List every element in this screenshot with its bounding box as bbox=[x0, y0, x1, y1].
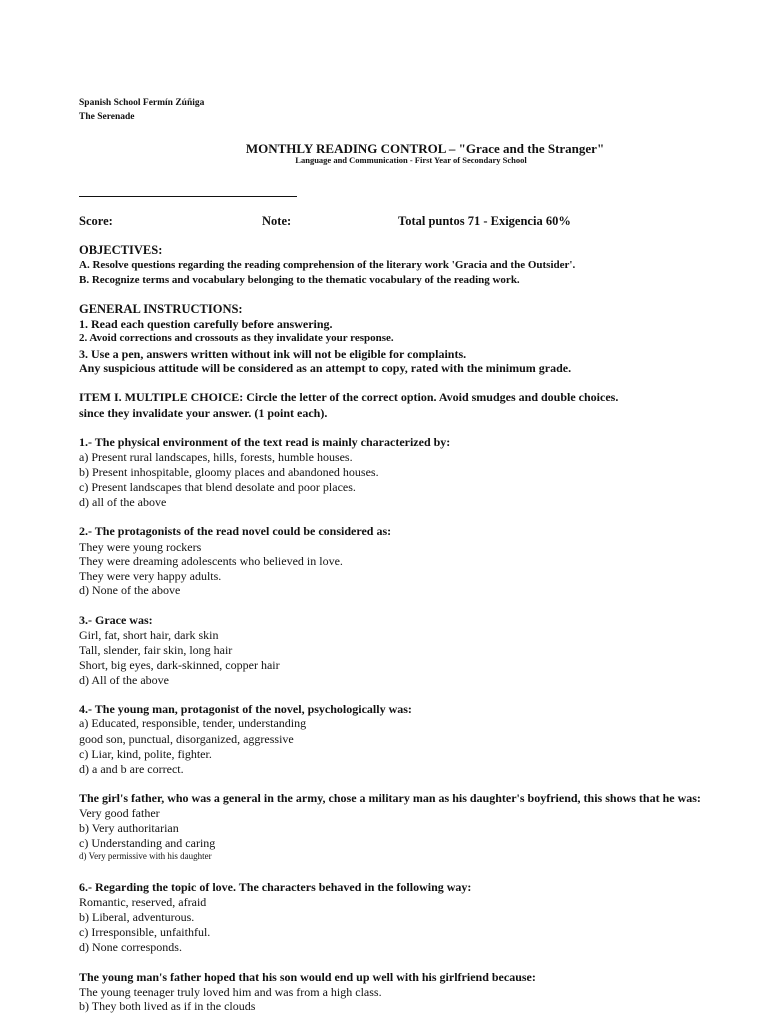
question-6-option: d) None corresponds. bbox=[79, 940, 182, 954]
question-7-option: The young teenager truly loved him and was from a high class. bbox=[79, 985, 382, 999]
question-4-option: good son, punctual, disorganized, aggressive bbox=[79, 732, 294, 746]
school-subtitle: The Serenade bbox=[79, 112, 135, 122]
note-label: Note: bbox=[262, 214, 292, 228]
question-6: 6.- Regarding the topic of love. The characters behaved in the following way: bbox=[79, 880, 472, 894]
item-1-heading-cont: since they invalidate your answer. (1 point each). bbox=[79, 406, 328, 420]
instruction-1: 1. Read each question carefully before answering. bbox=[79, 317, 333, 331]
objectives-heading: OBJECTIVES: bbox=[79, 243, 163, 257]
document-title: MONTHLY READING CONTROL – "Grace and the Stranger" bbox=[245, 141, 605, 156]
question-1-option: a) Present rural landscapes, hills, forests, humble houses. bbox=[79, 450, 353, 464]
question-1-option: b) Present inhospitable, gloomy places and abandoned houses. bbox=[79, 465, 379, 479]
question-6-option: b) Liberal, adventurous. bbox=[79, 910, 195, 924]
name-line bbox=[79, 196, 297, 197]
item-1-heading: ITEM I. MULTIPLE CHOICE: Circle the letter of the correct option. Avoid smudges and double choices. bbox=[79, 390, 619, 404]
question-2-option: They were young rockers bbox=[79, 540, 202, 554]
question-2: 2.- The protagonists of the read novel could be considered as: bbox=[79, 524, 392, 538]
question-3-option: d) All of the above bbox=[79, 673, 169, 687]
question-4-option: d) a and b are correct. bbox=[79, 762, 184, 776]
question-1-option: c) Present landscapes that blend desolate and poor places. bbox=[79, 480, 356, 494]
question-4: 4.- The young man, protagonist of the novel, psychologically was: bbox=[79, 702, 412, 716]
instruction-2: 2. Avoid corrections and crossouts as they invalidate your response. bbox=[79, 332, 394, 344]
question-4-option: c) Liar, kind, polite, fighter. bbox=[79, 747, 212, 761]
question-1-option: d) all of the above bbox=[79, 495, 167, 509]
question-4-option: a) Educated, responsible, tender, understanding bbox=[79, 716, 307, 730]
question-1: 1.- The physical environment of the text read is mainly characterized by: bbox=[79, 435, 451, 449]
question-5-option: b) Very authoritarian bbox=[79, 821, 179, 835]
question-6-option: c) Irresponsible, unfaithful. bbox=[79, 925, 211, 939]
instruction-4: Any suspicious attitude will be considered as an attempt to copy, rated with the minimum grade. bbox=[79, 361, 572, 375]
question-5-option: c) Understanding and caring bbox=[79, 836, 216, 850]
objective-b: B. Recognize terms and vocabulary belonging to the thematic vocabulary of the reading work. bbox=[79, 274, 520, 286]
instructions-heading: GENERAL INSTRUCTIONS: bbox=[79, 302, 243, 316]
question-2-option: d) None of the above bbox=[79, 583, 181, 597]
total-points-label: Total puntos 71 - Exigencia 60% bbox=[398, 214, 571, 228]
score-label: Score: bbox=[79, 214, 113, 228]
question-3: 3.- Grace was: bbox=[79, 613, 153, 627]
question-3-option: Girl, fat, short hair, dark skin bbox=[79, 628, 219, 642]
question-6-option: Romantic, reserved, afraid bbox=[79, 895, 207, 909]
question-2-option: They were dreaming adolescents who believed in love. bbox=[79, 554, 343, 568]
objective-a: A. Resolve questions regarding the reading comprehension of the literary work 'Gracia and the Outsider'. bbox=[79, 259, 576, 271]
question-3-option: Short, big eyes, dark-skinned, copper hair bbox=[79, 658, 280, 672]
school-name: Spanish School Fermín Zúñiga bbox=[79, 98, 205, 108]
question-3-option: Tall, slender, fair skin, long hair bbox=[79, 643, 233, 657]
question-7: The young man's father hoped that his son would end up well with his girlfriend because: bbox=[79, 970, 536, 984]
question-5-option: Very good father bbox=[79, 806, 160, 820]
instruction-3: 3. Use a pen, answers written without ink will not be eligible for complaints. bbox=[79, 347, 467, 361]
document-subtitle: Language and Communication - First Year of Secondary School bbox=[295, 155, 527, 165]
question-5: The girl's father, who was a general in the army, chose a military man as his daughter's boyfriend, this shows that he was: bbox=[79, 791, 701, 805]
question-2-option: They were very happy adults. bbox=[79, 569, 222, 583]
question-5-option: d) Very permissive with his daughter bbox=[79, 851, 212, 861]
question-7-option: b) They both lived as if in the clouds bbox=[79, 999, 256, 1013]
